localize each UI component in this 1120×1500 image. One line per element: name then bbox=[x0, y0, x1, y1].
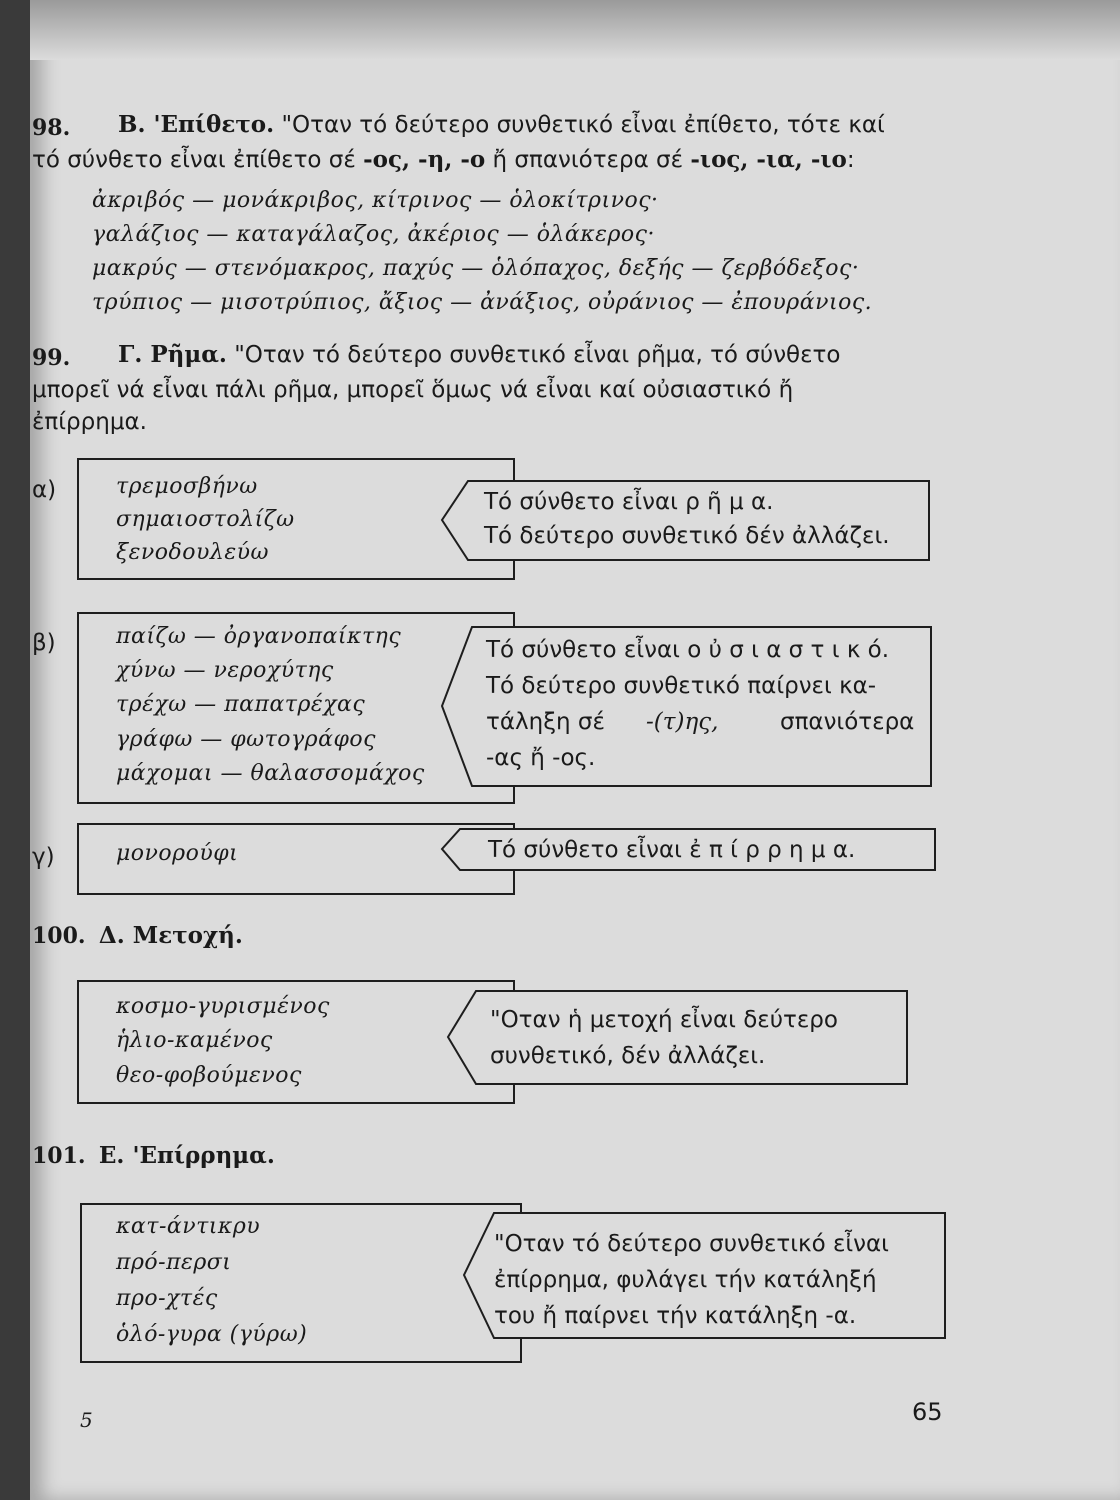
exp-100-1: "Οταν ἡ μετοχή εἶναι δεύτερο bbox=[490, 1007, 838, 1033]
section-100-number: 100. bbox=[32, 923, 86, 949]
word-101-2: πρό-περσι bbox=[116, 1250, 232, 1275]
word-c-1: μονορούφι bbox=[116, 841, 239, 866]
example-line-4: τρύπιος — μισοτρύπιος, ἄξιος — ἀνάξιος, οὐράνιος — ἐπουράνιος. bbox=[92, 290, 873, 315]
section-101-heading: Ε. 'Επίρρημα. bbox=[98, 1142, 275, 1169]
label-a: α) bbox=[32, 477, 57, 503]
exp-b-3a: τάληξη σέ bbox=[486, 709, 605, 735]
example-line-3: μακρύς — στενόμακρος, παχύς — ὁλόπαχος, δεξής — ζερβόδεξος· bbox=[92, 256, 860, 281]
example-line-1: ἀκριβός — μονάκριβος, κίτρινος — ὁλοκίτρινος· bbox=[92, 188, 659, 213]
section-98-heading: Β. 'Επίθετο. bbox=[118, 111, 275, 138]
word-101-3: προ-χτές bbox=[116, 1286, 218, 1311]
exp-a-1: Τό σύνθετο εἶναι ρ ῆ μ α. bbox=[484, 489, 774, 515]
word-b-4: γράφω — φωτογράφος bbox=[116, 727, 376, 752]
section-99-line-3: ἐπίρρημα. bbox=[32, 409, 147, 435]
label-c: γ) bbox=[32, 844, 55, 870]
exp-b-2: Τό δεύτερο συνθετικό παίρνει κα- bbox=[486, 673, 877, 699]
exp-101-3: του ἤ παίρνει τήν κατάληξη -α. bbox=[494, 1303, 857, 1329]
exp-101-2: ἐπίρρημα, φυλάγει τήν κατάληξή bbox=[494, 1267, 877, 1293]
section-100-heading: Δ. Μετοχή. bbox=[98, 922, 243, 949]
section-99-text-1: "Οταν τό δεύτερο συνθετικό εἶναι ρῆμα, τό σύνθετο bbox=[226, 342, 841, 368]
section-98-number: 98. bbox=[32, 115, 71, 141]
exp-b-4: -ας ἤ -ος. bbox=[486, 745, 596, 771]
page-number: 65 bbox=[912, 1398, 943, 1426]
word-b-3: τρέχω — παπατρέχας bbox=[116, 692, 366, 717]
example-line-2: γαλάζιος — καταγάλαζος, ἀκέριος — ὁλάκερος· bbox=[92, 222, 655, 247]
word-100-3: θεο-φοβούμενος bbox=[116, 1063, 302, 1088]
ending-os-i-o: -ος, -η, -ο bbox=[363, 146, 486, 173]
section-99-line-2: μπορεῖ νά εἶναι πάλι ρῆμα, μπορεῖ ὅμως νά εἶναι καί οὐσιαστικό ἤ bbox=[32, 377, 794, 403]
word-101-4: ὁλό-γυρα (γύρω) bbox=[116, 1322, 308, 1347]
exp-b-3c: σπανιότερα bbox=[780, 709, 915, 735]
ending-ios-ia-io: -ιος, -ια, -ιο bbox=[690, 146, 847, 173]
word-b-5: μάχομαι — θαλασσομάχος bbox=[116, 761, 425, 786]
exp-b-1: Τό σύνθετο εἶναι ο ὐ σ ι α σ τ ι κ ό. bbox=[486, 637, 890, 663]
section-98-text-2a: τό σύνθετο εἶναι ἐπίθετο σέ bbox=[32, 147, 364, 173]
word-b-1: παίζω — ὀργανοπαίκτης bbox=[116, 624, 402, 649]
section-101-heading-line bbox=[32, 1142, 275, 1169]
word-100-1: κοσμο-γυρισμένος bbox=[116, 994, 330, 1019]
word-101-1: κατ-άντικρυ bbox=[116, 1214, 261, 1239]
section-99-line-1 bbox=[118, 335, 840, 375]
page-top-shadow bbox=[30, 0, 1120, 60]
word-b-2: χύνω — νεροχύτης bbox=[116, 658, 334, 683]
exp-101-1: "Οταν τό δεύτερο συνθετικό εἶναι bbox=[494, 1231, 889, 1257]
exp-a-2: Τό δεύτερο συνθετικό δέν ἀλλάζει. bbox=[484, 523, 890, 549]
section-98-line-1 bbox=[118, 105, 885, 145]
word-100-2: ἡλιο-καμένος bbox=[116, 1028, 273, 1053]
section-98-text-2b: ἤ σπανιότερα σέ bbox=[485, 147, 691, 173]
section-98-line-2 bbox=[32, 140, 855, 180]
section-98-text-2c: : bbox=[846, 147, 855, 173]
exp-b-3b: -(τ)ης, bbox=[646, 709, 719, 735]
word-a-3: ξενοδουλεύω bbox=[116, 540, 269, 565]
exp-c-1: Τό σύνθετο εἶναι ἐ π ί ρ ρ η μ α. bbox=[488, 837, 856, 863]
word-a-2: σημαιοστολίζω bbox=[116, 507, 295, 532]
section-99-number: 99. bbox=[32, 345, 71, 371]
section-98-text-1: "Οταν τό δεύτερο συνθετικό εἶναι ἐπίθετο, τότε καί bbox=[274, 112, 885, 138]
section-101-number: 101. bbox=[32, 1143, 86, 1169]
signature-mark: 5 bbox=[80, 1408, 93, 1432]
word-a-1: τρεμοσβήνω bbox=[116, 474, 258, 499]
section-100-heading-line bbox=[32, 922, 243, 949]
section-99-heading: Γ. Ρῆμα. bbox=[118, 341, 227, 368]
exp-100-2: συνθετικό, δέν ἀλλάζει. bbox=[490, 1043, 766, 1069]
label-b: β) bbox=[32, 630, 56, 656]
